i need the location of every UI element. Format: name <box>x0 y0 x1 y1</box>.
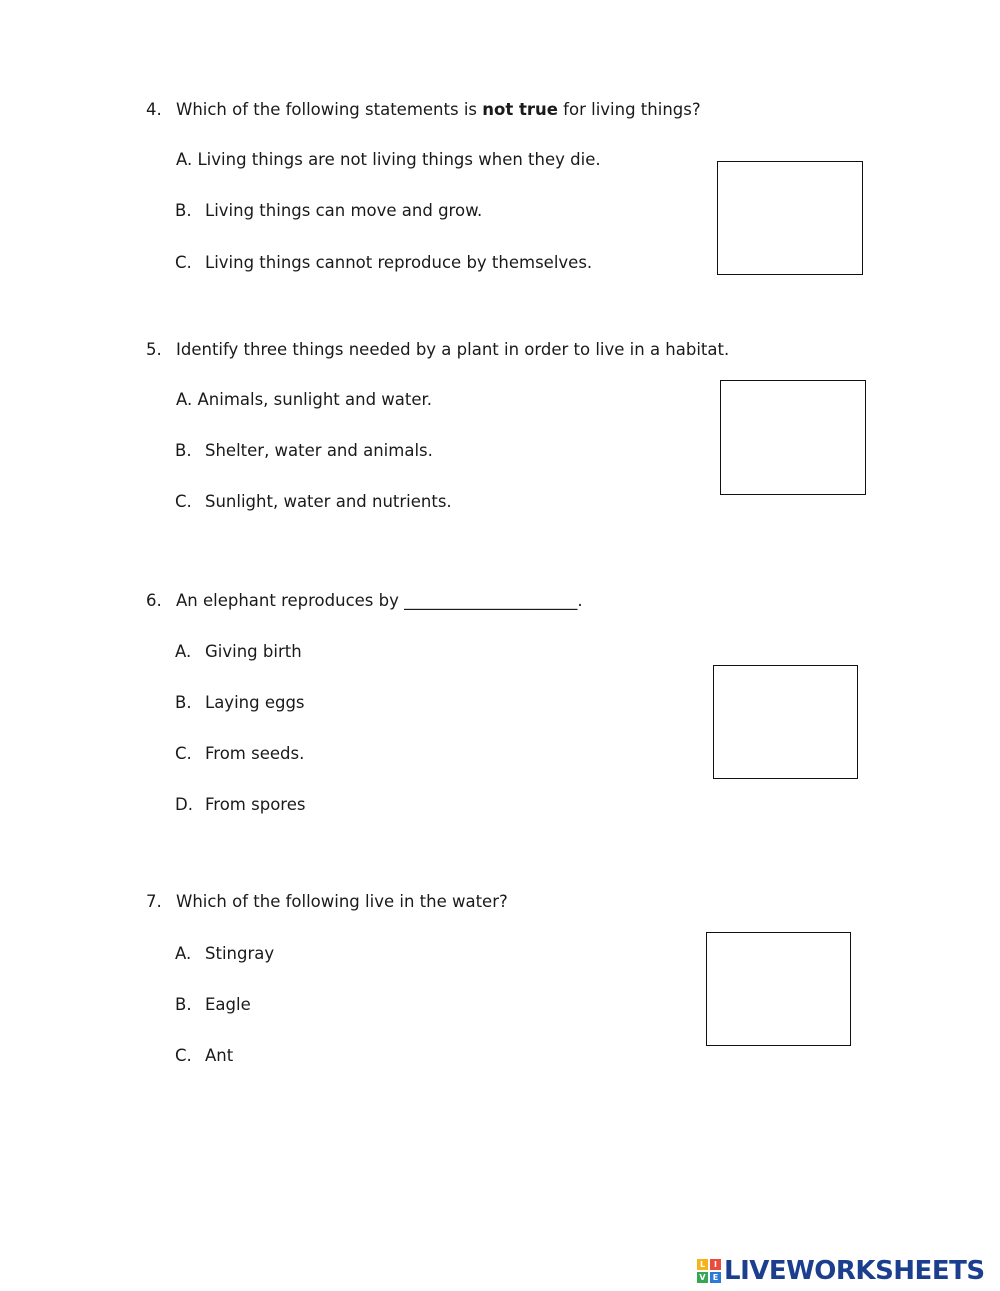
option-6d: D. From spores <box>175 795 306 814</box>
liveworksheets-logo <box>697 1256 985 1286</box>
question-number: 4. <box>146 100 162 119</box>
logo-text: LIVEWORKSHEETS <box>724 1256 985 1286</box>
question-text: Which of the following statements is <box>176 100 483 119</box>
option-6c: C. From seeds. <box>175 744 305 763</box>
logo-icon <box>697 1259 721 1283</box>
option-4c: C. Living things cannot reproduce by themselves. <box>175 253 593 272</box>
option-6b: B. Laying eggs <box>175 693 305 712</box>
question-text: Identify three things needed by a plant in order to live in a habitat. <box>176 340 730 359</box>
question-text: Which of the following live in the water? <box>176 892 508 911</box>
question-4 <box>146 100 701 120</box>
logo-tile-i: I <box>710 1259 721 1270</box>
answer-box-6[interactable] <box>713 665 858 779</box>
option-5b: B. Shelter, water and animals. <box>175 441 433 460</box>
option-5c: C. Sunlight, water and nutrients. <box>175 492 452 511</box>
option-6a: A. Giving birth <box>175 642 302 661</box>
question-number: 7. <box>146 892 162 911</box>
option-4b: B. Living things can move and grow. <box>175 201 483 220</box>
question-number: 5. <box>146 340 162 359</box>
option-7a: A. Stingray <box>175 944 275 963</box>
logo-tile-e: E <box>710 1272 721 1283</box>
question-7 <box>146 892 508 912</box>
option-7b: B. Eagle <box>175 995 251 1014</box>
question-text-bold: not true <box>482 100 558 119</box>
answer-box-4[interactable] <box>717 161 863 275</box>
question-number: 6. <box>146 591 162 610</box>
answer-box-7[interactable] <box>706 932 851 1046</box>
option-7c: C. Ant <box>175 1046 234 1065</box>
question-5 <box>146 340 729 360</box>
option-5a: A. Animals, sunlight and water. <box>176 390 433 409</box>
question-text-end: for living things? <box>557 100 701 119</box>
answer-box-5[interactable] <box>720 380 866 495</box>
logo-tile-v: V <box>697 1272 708 1283</box>
question-text: An elephant reproduces by _____________________. <box>176 591 583 610</box>
option-4a: A. Living things are not living things when they die. <box>176 150 601 169</box>
logo-tile-l: L <box>697 1259 708 1270</box>
question-6 <box>146 591 583 611</box>
